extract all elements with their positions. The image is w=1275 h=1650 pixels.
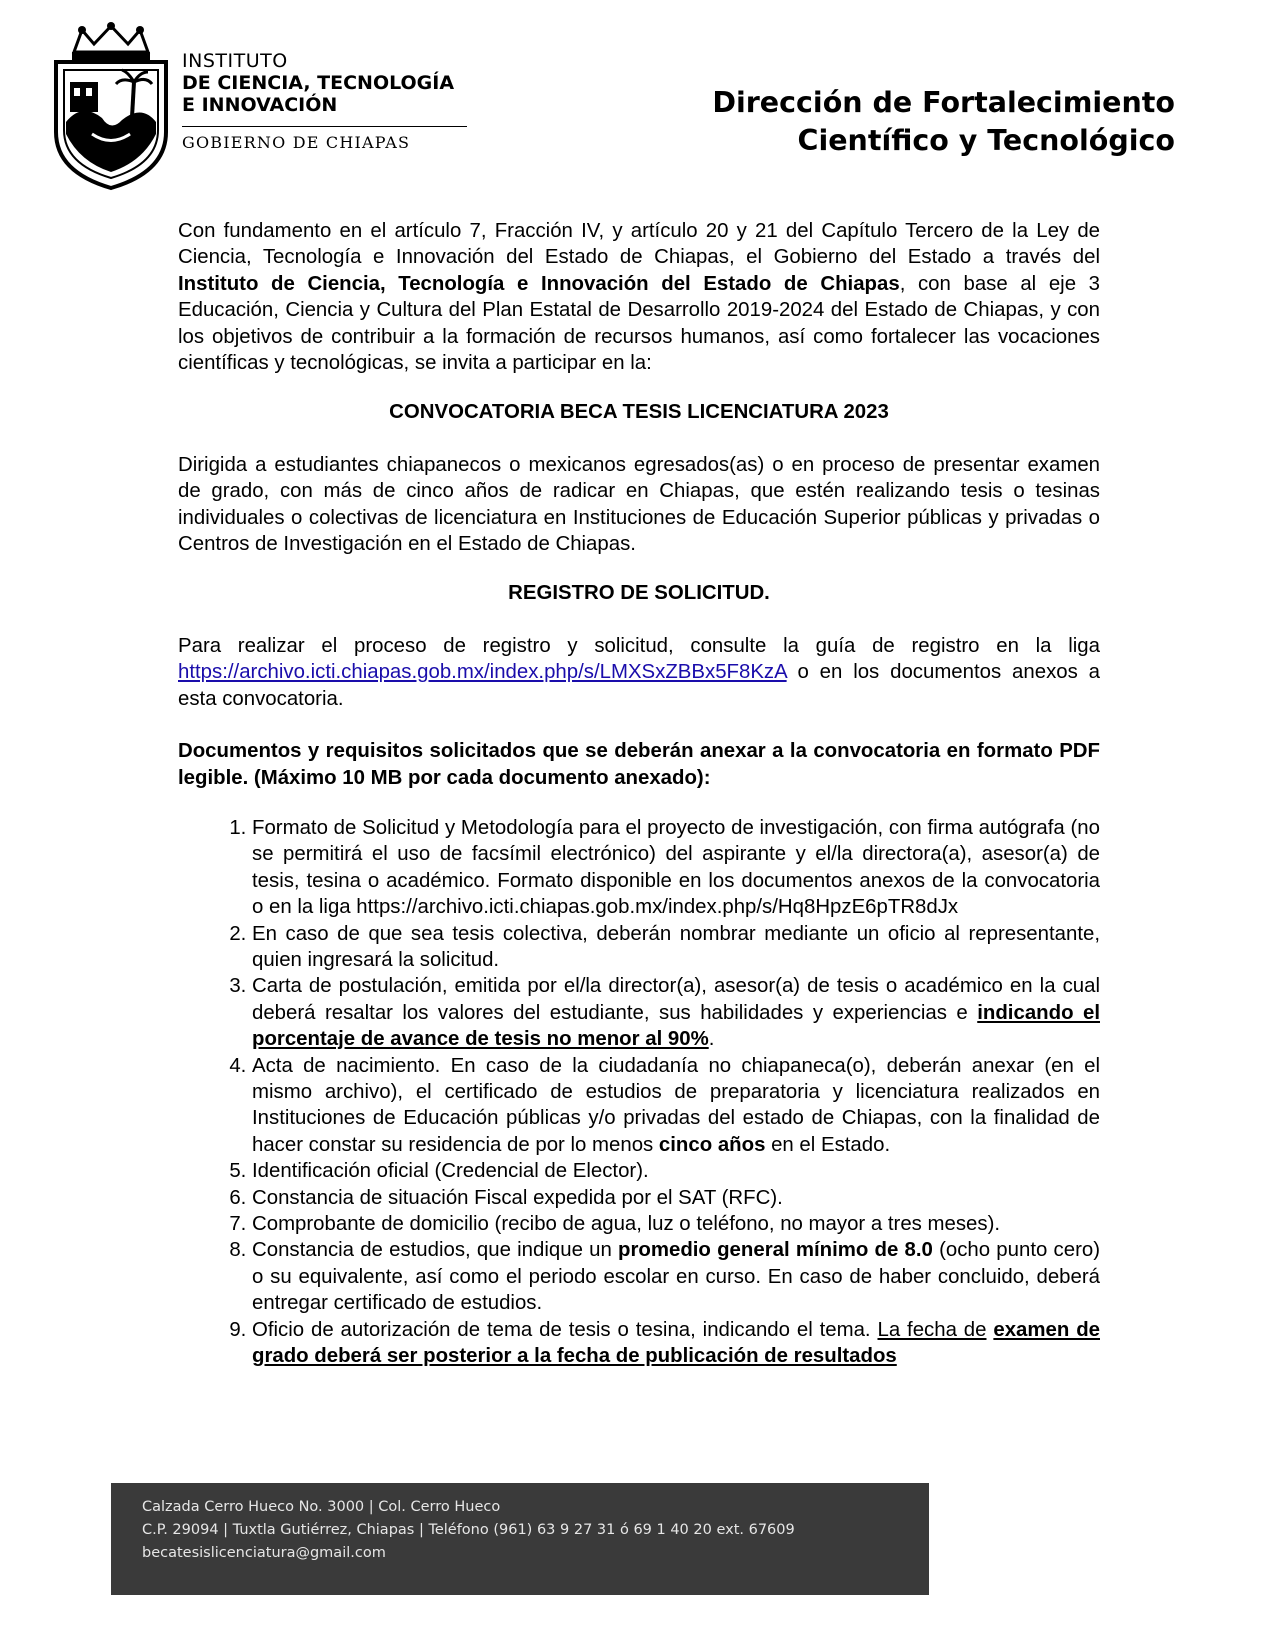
list-item: 6. Constancia de situación Fiscal expedida por el SAT (RFC).: [252, 1185, 1100, 1211]
institute-name-line1: INSTITUTO: [182, 50, 288, 72]
list-item: 5. Identificación oficial (Credencial de Elector).: [252, 1158, 1100, 1184]
intro-paragraph: Con fundamento en el artículo 7, Fracción IV, y artículo 20 y 21 del Capítulo Tercero de la Ley de Ciencia, Tecnología e Innovación del Estado de Chiapas, el Gobierno del Estado a través del Instituto de Ciencia, Tecnología e Innovación del Estado de Chiapas, con base al eje 3 Educación, Ciencia y Cultura del Plan Estatal de Desarrollo 2019-2024 del Estado de Chiapas, y con los objetivos de contribuir a la formación de recursos humanos, así como fortalecer las vocaciones científicas y tecnológicas, se invita a participar en la:: [178, 220, 1100, 375]
document-body: [178, 218, 1100, 1369]
footer-email: becatesislicenciatura@gmail.com: [142, 1545, 386, 1561]
contact-footer: [111, 1483, 929, 1595]
convocatoria-title: CONVOCATORIA BECA TESIS LICENCIATURA 2023: [389, 401, 889, 424]
requirements-list: [178, 815, 1100, 1370]
dirigida-paragraph: Dirigida a estudiantes chiapanecos o mexicanos egresados(as) o en proceso de presentar examen de grado, con más de cinco años de radicar en Chiapas, que estén realizando tesis o tesinas individuales o colectivas de licenciatura en Instituciones de Educación Superior públicas y privadas o Centros de Investigación en el Estado de Chiapas.: [178, 453, 1100, 556]
letterhead: [0, 0, 1275, 200]
institute-name-line2: DE CIENCIA, TECNOLOGÍA: [182, 72, 455, 94]
direction-title-line1: Dirección de Fortalecimiento: [712, 86, 1175, 119]
list-item: 9. Oficio de autorización de tema de tesis o tesina, indicando el tema. La fecha de examen de grado deberá ser posterior a la fecha de publicación de resultados: [252, 1317, 1100, 1370]
list-item: 1. Formato de Solicitud y Metodología para el proyecto de investigación, con firma autógrafa (no se permitirá el uso de facsímil electrónico) del aspirante y el/la directora(a), asesor(a) de tesis, tesina o académico. Formato disponible en los documentos anexos de la convocatoria o en la liga https://archivo.icti.chiapas.gob.mx/index.php/s/Hq8HpzE6pTR8dJx: [252, 815, 1100, 921]
list-item: 8. Constancia de estudios, que indique un promedio general mínimo de 8.0 (ocho punto cero) o su equivalente, así como el periodo escolar en curso. En caso de haber concluido, deberá entregar certificado de estudios.: [252, 1237, 1100, 1316]
list-item: 3. Carta de postulación, emitida por el/la director(a), asesor(a) de tesis o académico en la cual deberá resaltar los valores del estudiante, sus habilidades y experiencias e indicando el porcentaje de avance de tesis no menor al 90%.: [252, 973, 1100, 1052]
registro-title: REGISTRO DE SOLICITUD.: [508, 582, 770, 605]
direction-title: [712, 84, 1175, 160]
registro-paragraph: Para realizar el proceso de registro y solicitud, consulte la guía de registro en la liga https://archivo.icti.chiapas.gob.mx/index.php/s/LMXSxZBBx5F8KzA o en los documentos anexos a esta convocatoria.: [178, 634, 1100, 710]
documentos-heading: Documentos y requisitos solicitados que se deberán anexar a la convocatoria en formato PDF legible. (Máximo 10 MB por cada documento anexado):: [178, 740, 1100, 789]
registro-guide-link[interactable]: https://archivo.icti.chiapas.gob.mx/index.php/s/LMXSxZBBx5F8KzA: [178, 661, 787, 684]
header-divider: [182, 126, 467, 127]
institute-name-line3: E INNOVACIÓN: [182, 94, 338, 116]
list-item: 2. En caso de que sea tesis colectiva, deberán nombrar mediante un oficio al representante, quien ingresará la solicitud.: [252, 921, 1100, 974]
list-item: 7. Comprobante de domicilio (recibo de agua, luz o teléfono, no mayor a tres meses).: [252, 1211, 1100, 1237]
footer-address: Calzada Cerro Hueco No. 3000 | Col. Cerro Hueco: [142, 1499, 501, 1515]
chiapas-coat-of-arms-logo: [52, 22, 170, 192]
footer-phone: C.P. 29094 | Tuxtla Gutiérrez, Chiapas | Teléfono (961) 63 9 27 31 ó 69 1 40 20 ext. 67609: [142, 1522, 795, 1538]
government-name: GOBIERNO DE CHIAPAS: [182, 133, 411, 152]
list-item: 4. Acta de nacimiento. En caso de la ciudadanía no chiapaneca(o), deberán anexar (en el mismo archivo), el certificado de estudios de preparatoria y licenciatura realizados en Instituciones de Educación públicas y/o privadas del estado de Chiapas, con la finalidad de hacer constar su residencia de por lo menos cinco años en el Estado.: [252, 1053, 1100, 1159]
direction-title-line2: Científico y Tecnológico: [797, 124, 1175, 157]
